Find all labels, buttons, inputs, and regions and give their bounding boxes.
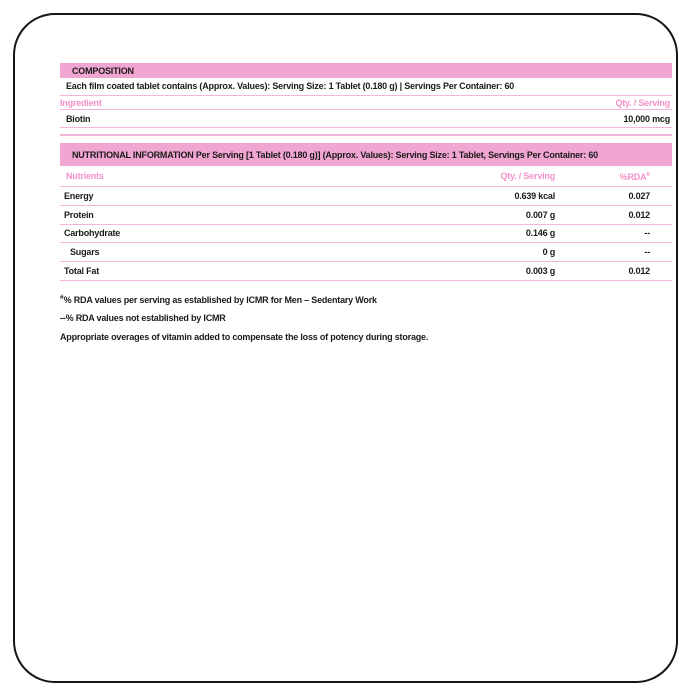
ingredient-table-header [60, 96, 672, 110]
nutrient-name: Carbohydrate [64, 228, 121, 239]
nutrient-name: Protein [64, 209, 94, 220]
nutrient-rda: -- [644, 228, 650, 239]
ingredient-name: Biotin [66, 113, 91, 124]
composition-title: COMPOSITION [72, 65, 134, 76]
nutrient-row-total-fat [60, 262, 672, 281]
composition-header-bar [60, 63, 672, 78]
label-frame [13, 13, 678, 683]
nutrient-name: Sugars [70, 247, 100, 258]
nutrient-row-protein [60, 206, 672, 225]
rda-footnote-mark: # [646, 170, 650, 178]
footnote-mark: # [60, 293, 64, 301]
footnotes [60, 290, 672, 346]
nutrient-rda: -- [644, 247, 650, 258]
label-content [60, 63, 672, 345]
composition-subtitle: Each film coated tablet contains (Approx. Values): Serving Size: 1 Tablet (0.180 g) | Servings Per Container: 60 [66, 81, 515, 91]
ingredient-qty: 10,000 mcg [623, 113, 670, 124]
section-divider [60, 134, 672, 136]
nutrient-row-carbohydrate [60, 225, 672, 244]
nutrient-qty: 0.007 g [525, 209, 555, 220]
nutrient-rda: 0.012 [628, 209, 650, 220]
nutrient-qty: 0.003 g [525, 266, 555, 277]
nutrient-qty: 0.639 kcal [514, 190, 555, 201]
nutrient-name: Total Fat [64, 266, 100, 277]
nutrient-name: Energy [64, 190, 94, 201]
nutrition-title: NUTRITIONAL INFORMATION Per Serving [1 Tablet (0.180 g)] (Approx. Values): Serving Size: 1 Tablet, Servings Per Container: 60 [72, 149, 598, 160]
nutrient-qty: 0 g [542, 247, 555, 258]
footnote-overages [60, 327, 672, 346]
footnote-text: Appropriate overages of vitamin added to compensate the loss of potency during storage. [60, 331, 429, 342]
nutrients-table-header [60, 166, 672, 187]
nutrient-row-sugars [60, 243, 672, 262]
nutrient-qty: 0.146 g [525, 228, 555, 239]
ingredient-table [60, 95, 672, 128]
footnote-rda-source [60, 290, 672, 309]
qty-serving-column-header: Qty. / Serving [500, 171, 555, 181]
nutrients-column-header: Nutrients [66, 171, 104, 181]
nutrients-table [60, 166, 672, 281]
rda-label: %RDA [619, 171, 647, 182]
nutrient-row-energy [60, 187, 672, 206]
ingredient-row [60, 110, 672, 128]
footnote-text: --% RDA values not established by ICMR [60, 313, 226, 324]
nutrient-rda: 0.012 [628, 266, 650, 277]
footnote-text: % RDA values per serving as established by ICMR for Men – Sedentary Work [63, 294, 377, 305]
nutrient-rda: 0.027 [628, 190, 650, 201]
qty-column-header: Qty. / Serving [615, 97, 670, 108]
nutrition-header-bar [60, 143, 672, 166]
ingredient-column-header: Ingredient [60, 97, 102, 108]
footnote-rda-not-established [60, 308, 672, 327]
rda-column-header [555, 171, 672, 182]
